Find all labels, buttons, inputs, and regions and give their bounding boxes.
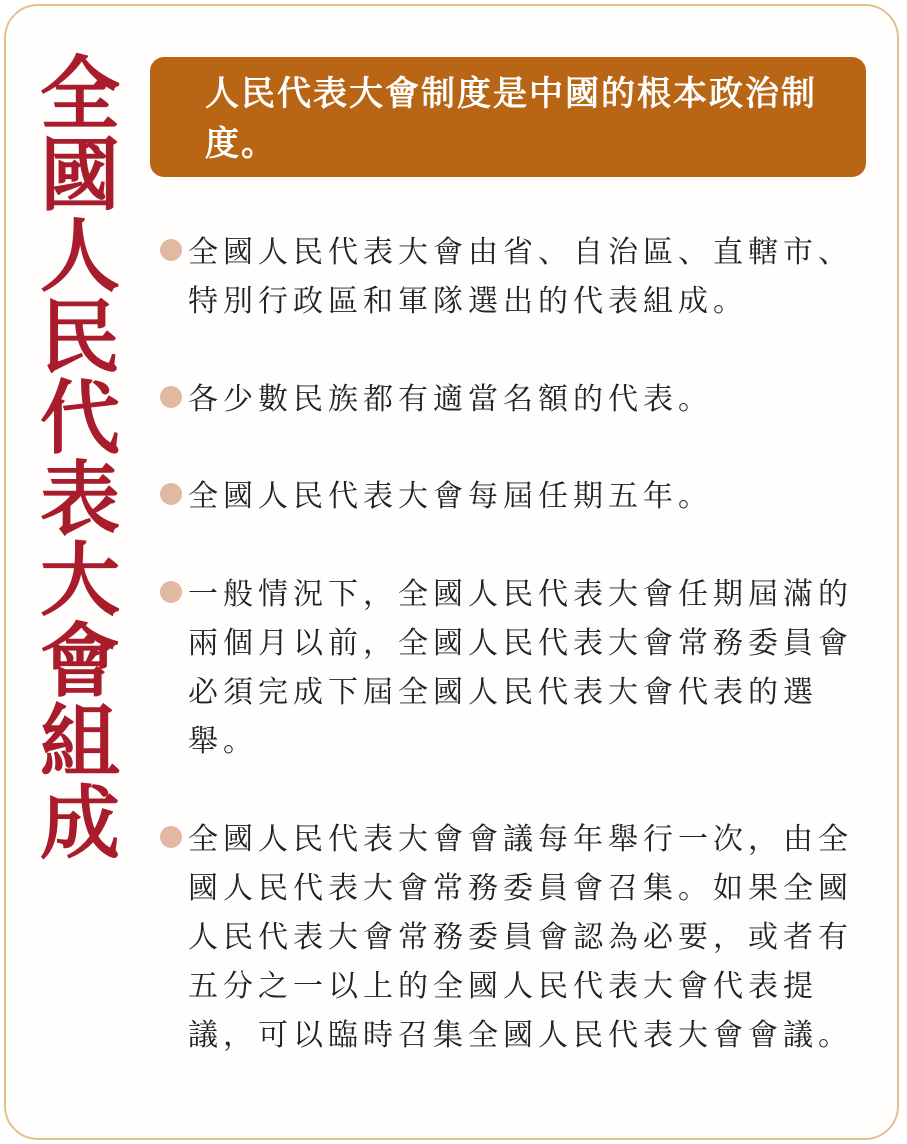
bullet-dot [160,483,182,505]
vertical-title [32,48,128,870]
title-char: 國 [40,129,120,222]
bullet-dot [160,826,182,848]
title-char: 成 [40,777,120,870]
list-item [160,228,870,326]
banner-heading: 人民代表大會制度是中國的根本政治制度。 [150,57,866,177]
title-char: 代 [40,372,120,465]
list-item-text: 全國人民代表大會會議每年舉行一次，由全國人民代表大會常務委員會召集。如果全國人民代表大會常務委員會認為必要，或者有五分之一以上的全國人民代表大會代表提議，可以臨時召集全國人民代表大會會議。 [188,822,853,1053]
list-item [160,375,870,424]
bullet-dot [160,581,182,603]
title-char: 會 [40,615,120,708]
title-char: 人 [40,210,120,303]
list-item [160,815,870,1060]
bullet-dot [160,386,182,408]
list-item-text: 各少數民族都有適當名額的代表。 [188,382,713,417]
list-item [160,570,870,766]
list-item-text: 全國人民代表大會每屆任期五年。 [188,479,713,514]
list-item [160,472,870,521]
title-char: 組 [40,696,120,789]
list-item-text: 全國人民代表大會由省、自治區、直轄市、特別行政區和軍隊選出的代表組成。 [188,235,853,319]
title-char: 大 [40,534,120,627]
title-char: 民 [40,291,120,384]
list-item-text: 一般情況下，全國人民代表大會任期屆滿的兩個月以前，全國人民代表大會常務委員會必須完成下屆全國人民代表大會代表的選舉。 [188,577,853,759]
title-char: 全 [40,48,120,141]
bullet-dot [160,239,182,261]
title-char: 表 [40,453,120,546]
